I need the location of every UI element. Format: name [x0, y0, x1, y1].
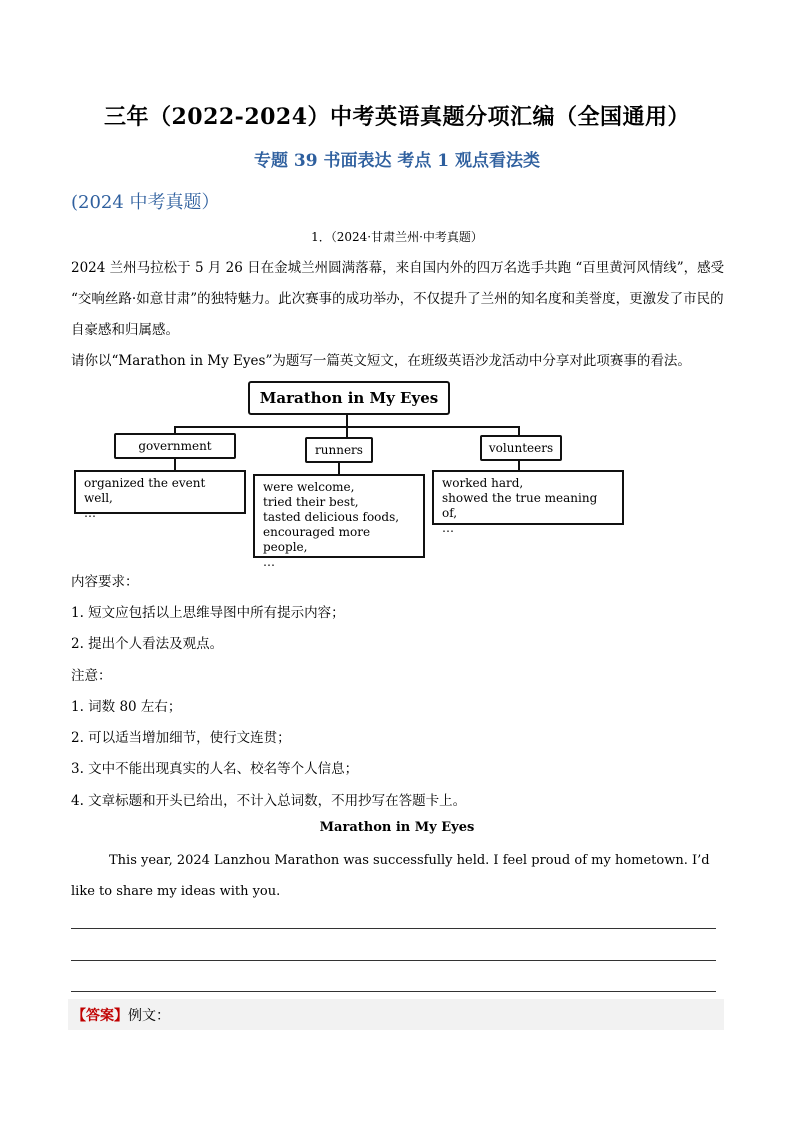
leaf-item: …: [442, 521, 454, 535]
leaf-item: were welcome,: [263, 480, 355, 494]
leaf-item: encouraged more people,: [263, 525, 371, 554]
writing-line: [71, 960, 716, 961]
leaf-item: …: [263, 555, 275, 569]
writing-line: [71, 928, 716, 929]
answer-text: 例文：: [128, 1008, 170, 1024]
note-item: 2. 可以适当增加细节，使行文连贯；: [71, 730, 291, 746]
question-instruction: 请你以“Marathon in My Eyes”为题写一篇英文短文，在班级英语沙龙活动中分享对此项赛事的看法。: [71, 353, 691, 369]
topic-subtitle: 专题 39 书面表达 考点 1 观点看法类: [253, 151, 541, 171]
writing-line: [71, 991, 716, 992]
branch-volunteers: volunteers: [480, 435, 562, 461]
leaf-item: tasted delicious foods,: [263, 510, 400, 524]
question-paragraph: 2024 兰州马拉松于 5 月 26 日在金城兰州圆满落幕，来自国内外的四万名选手共跑 “百里黄河风情线”，感受 “交响丝路·如意甘肃”的独特魅力。此次赛事的成功举办，不仅提升了兰州的知名度和美誉度，更激发了市民的自豪感和归属感。: [71, 260, 725, 338]
connector-line: [346, 413, 348, 427]
leaf-government: [74, 470, 246, 520]
branch-runners: runners: [305, 437, 373, 463]
content-heading: 内容要求：: [71, 574, 139, 590]
leaf-item: worked hard,: [442, 476, 524, 490]
answer-label: 【答案】: [72, 1008, 128, 1024]
mind-map: [70, 378, 630, 569]
leaf-item: showed the true meaning of,: [442, 491, 598, 520]
mind-map-root: Marathon in My Eyes: [248, 381, 450, 415]
leaf-item: organized the event well,: [84, 476, 206, 505]
essay-title: Marathon in My Eyes: [319, 820, 475, 835]
note-item: 4. 文章标题和开头已给出，不计入总词数，不用抄写在答题卡上。: [71, 793, 467, 809]
content-item: 2. 提出个人看法及观点。: [71, 636, 224, 652]
leaf-item: …: [84, 506, 96, 520]
leaf-volunteers: [432, 470, 624, 535]
notes-heading: 注意：: [71, 668, 112, 684]
note-item: 3. 文中不能出现真实的人名、校名等个人信息；: [71, 761, 359, 777]
question-source: 1．（2024·甘肃兰州·中考真题）: [311, 230, 483, 244]
note-item: 1. 词数 80 左右；: [71, 699, 182, 715]
leaf-item: tried their best,: [263, 495, 359, 509]
leaf-runners: [253, 474, 425, 569]
content-item: 1. 短文应包括以上思维导图中所有提示内容；: [71, 605, 345, 621]
branch-government: government: [114, 433, 236, 459]
document-title: 三年（2022-2024）中考英语真题分项汇编（全国通用）: [103, 104, 691, 130]
essay-opening: This year, 2024 Lanzhou Marathon was successfully held. I feel proud of my hometown. I’d like to share my ideas with you.: [71, 853, 710, 899]
section-heading: (2024 中考真题）: [71, 192, 220, 213]
